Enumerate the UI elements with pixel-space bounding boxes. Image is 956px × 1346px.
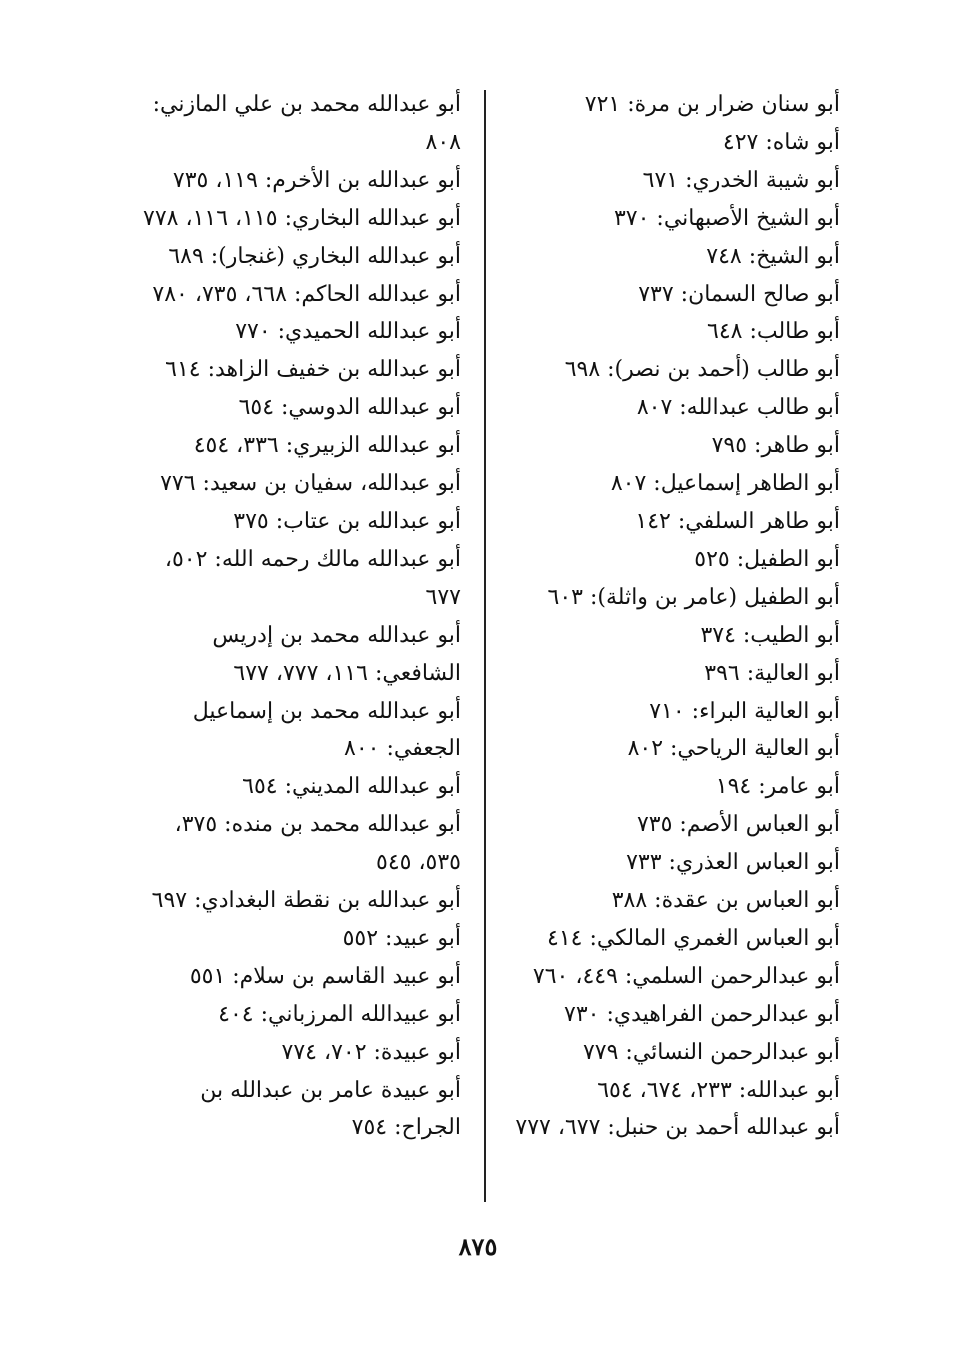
column-divider (484, 90, 486, 1202)
index-entry: أبو الطفيل (عامر بن واثلة): ٦٠٣ (547, 584, 840, 610)
index-entry: أبو شيبة الخدري: ٦٧١ (642, 167, 840, 193)
index-entry: أبو عبدالله الزبيري: ٣٣٦، ٤٥٤ (193, 433, 461, 459)
index-entry: أبو عبدالله الحميدي: ٧٧٠ (235, 319, 461, 345)
index-entry: أبو عبدالله البخاري: ١١٥، ١١٦، ٧٧٨ (143, 205, 461, 231)
page-number: ٨٧٥ (458, 1232, 498, 1261)
index-entry: أبو الطفيل: ٥٢٥ (694, 546, 840, 572)
index-entry: أبو صالح السمان: ٧٣٧ (638, 281, 840, 307)
index-column-left (135, 86, 461, 1147)
index-entry: أبو طاهر السلفي: ١٤٢ (635, 508, 840, 534)
index-entry: أبو عبدالله المديني: ٦٥٤ (242, 774, 461, 800)
index-entry: أبو العباس الأصم: ٧٣٥ (636, 812, 840, 838)
index-entry: أبو العالية: ٣٩٦ (704, 660, 840, 686)
index-entry: أبو عبدالله محمد بن إسماعيل الجعفي: ٨٠٠ (192, 698, 461, 762)
index-entry: أبو العالية البراء: ٧١٠ (649, 698, 840, 724)
index-entry: أبو عبدالله محمد بن علي المازني: ٨٠٨ (152, 92, 461, 155)
index-entry: أبو العباس بن عقدة: ٣٨٨ (611, 888, 840, 914)
index-entry: أبو الطاهر إسماعيل: ٨٠٧ (610, 471, 840, 497)
index-column-right (490, 86, 840, 1147)
index-entry: أبو عبدالله بن الأخرم: ١١٩، ٧٣٥ (172, 167, 461, 193)
index-entry: أبو عبدالرحمن السلمي: ٤٤٩، ٧٦٠ (532, 963, 840, 989)
index-entry: أبو عبدالله، سفيان بن سعيد: ٧٧٦ (160, 471, 461, 497)
index-entry: أبو عبدالله الحاكم: ٦٦٨، ٧٣٥، ٧٨٠ (152, 281, 461, 307)
index-entry: أبو طالب عبدالله: ٨٠٧ (636, 395, 840, 421)
index-entry: أبو عبدالله الدوسي: ٦٥٤ (238, 395, 461, 421)
index-entry: أبو عبدالله أحمد بن حنبل: ٦٧٧، ٧٧٧ (515, 1115, 840, 1141)
index-entry: أبو العباس العذري: ٧٣٣ (626, 850, 840, 876)
index-entry: أبو عبيد القاسم بن سلام: ٥٥١ (189, 963, 461, 989)
index-entry: أبو طالب (أحمد بن نصر): ٦٩٨ (564, 357, 840, 383)
index-entry: أبو طالب: ٦٤٨ (707, 319, 840, 345)
index-entry: أبو الشيخ: ٧٤٨ (706, 243, 840, 269)
index-entry: أبو عبدالله: ٢٣٣، ٦٧٤، ٦٥٤ (597, 1077, 840, 1103)
index-entry: أبو عبدالله مالك رحمه الله: ٥٠٢، ٦٧٧ (164, 546, 461, 610)
index-entry: أبو عبدالله بن خفيف الزاهد: ٦١٤ (165, 357, 461, 383)
index-entry: أبو عبيدة عامر بن عبدالله بن الجراح: ٧٥٤ (200, 1077, 461, 1141)
index-entry: أبو عبدالرحمن النسائي: ٧٧٩ (582, 1039, 840, 1065)
index-entry: أبو عامر: ١٩٤ (715, 774, 840, 800)
index-entry: أبو طاهر: ٧٩٥ (711, 433, 840, 459)
index-entry: أبو عبيد: ٥٥٢ (342, 925, 461, 951)
index-entry: أبو عبدالله البخاري (غنجار): ٦٨٩ (168, 243, 461, 269)
index-entry: أبو العالية الرياحي: ٨٠٢ (627, 736, 840, 762)
index-entry: أبو الشيخ الأصبهاني: ٣٧٠ (613, 205, 840, 231)
index-entry: أبو عبدالله بن نقطة البغدادي: ٦٩٧ (151, 888, 461, 914)
index-entry: أبو عبيدة: ٧٠٢، ٧٧٤ (281, 1039, 461, 1065)
index-entry: أبو عبدالرحمن الفراهيدي: ٧٣٠ (564, 1001, 840, 1027)
index-entry: أبو شاه: ٤٢٧ (722, 129, 840, 155)
index-entry: أبو الطيب: ٣٧٤ (700, 622, 840, 648)
index-entry: أبو سنان ضرار بن مرة: ٧٢١ (584, 92, 840, 117)
index-entry: أبو عبدالله محمد بن إدريس الشافعي: ١١٦، ٧٧٧، ٦٧٧ (212, 622, 461, 686)
index-entry: أبو عبيدالله المرزباني: ٤٠٤ (218, 1001, 461, 1027)
index-entry: أبو عبدالله محمد بن منده: ٣٧٥، ٥٣٥، ٥٤٥ (174, 812, 461, 876)
index-entry: أبو عبدالله بن عتاب: ٣٧٥ (233, 508, 461, 534)
index-entry: أبو العباس الغمري المالكي: ٤١٤ (547, 925, 840, 951)
